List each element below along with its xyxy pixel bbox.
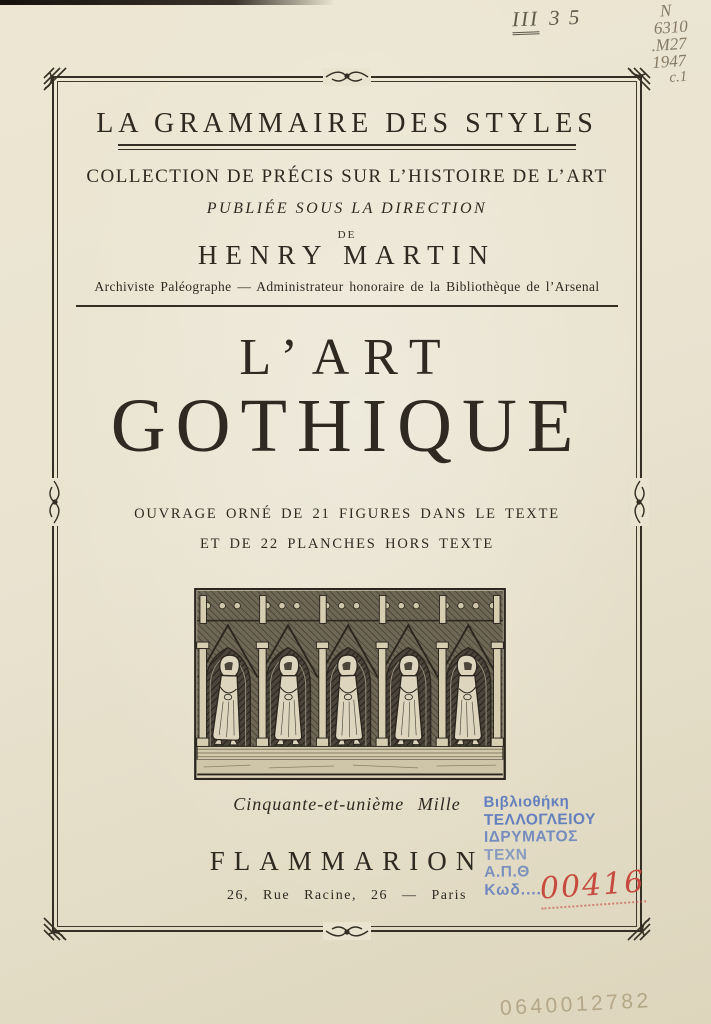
editor-titles: Archiviste Paléographe — Administrateur honoraire de la Bibliothèque de l’Arsenal — [94, 279, 600, 294]
center-fleuron-icon — [323, 922, 371, 940]
collection-line: COLLECTION DE PRÉCIS SUR L’HISTOIRE DE L’ART — [86, 166, 608, 187]
publisher-name: FLAMMARION — [209, 846, 485, 876]
center-fleuron-icon — [323, 68, 371, 86]
call-number-line: .M27 — [650, 33, 688, 56]
stamp-line: ΙΔΡΥΜΑΤΟΣ — [483, 828, 578, 846]
call-number-line: 6310 — [653, 16, 689, 38]
stamp-line: Α.Π.Θ — [484, 863, 530, 881]
series-title-rule — [118, 144, 576, 146]
editor-name: HENRY MARTIN — [197, 240, 497, 270]
corner-flourish-icon — [626, 916, 652, 942]
stamp-line: ΤΕΛΛΟΓΛΕΙΟΥ — [483, 810, 597, 829]
scan-edge-artifact — [0, 0, 335, 5]
corner-flourish-icon — [626, 66, 652, 92]
call-number-line: N — [659, 0, 672, 21]
main-title-line2: GOTHIQUE — [110, 384, 584, 468]
main-title-line1: L’ART — [239, 329, 455, 386]
corner-flourish-icon — [42, 916, 68, 942]
publisher-address: 26, Rue Racine, 26 — Paris — [227, 888, 467, 903]
separator-rule — [76, 305, 618, 307]
stamp-line: Κωδ.... — [484, 880, 543, 899]
call-number-line: 1947 — [651, 50, 687, 73]
stamp-line: ΤΕΧΝ — [484, 845, 528, 864]
edition-statement: Cinquante-et-unième Mille — [233, 794, 461, 814]
series-title-rule — [118, 149, 576, 150]
corner-flourish-icon — [42, 66, 68, 92]
gothic-frieze-engraving — [180, 588, 520, 780]
stamp-accession-code: 00416 — [539, 864, 647, 909]
direction-line: PUBLIÉE SOUS LA DIRECTION — [206, 200, 488, 217]
call-number-line: c.1 — [668, 68, 688, 86]
series-title: LA GRAMMAIRE DES STYLES — [96, 108, 598, 139]
stamp-line: Βιβλιοθήκη — [483, 793, 570, 811]
shelf-mark-number: 3 5 — [548, 4, 582, 30]
subtitle-line1: OUVRAGE ORNÉ DE 21 FIGURES DANS LE TEXTE — [134, 506, 560, 522]
shelf-mark — [512, 5, 582, 32]
subtitle-line2: ET DE 22 PLANCHES HORS TEXTE — [199, 536, 495, 552]
shelf-mark-roman: III — [512, 6, 540, 35]
de-label: DE — [337, 229, 357, 241]
digitization-number: 0640012782 — [499, 989, 653, 1020]
